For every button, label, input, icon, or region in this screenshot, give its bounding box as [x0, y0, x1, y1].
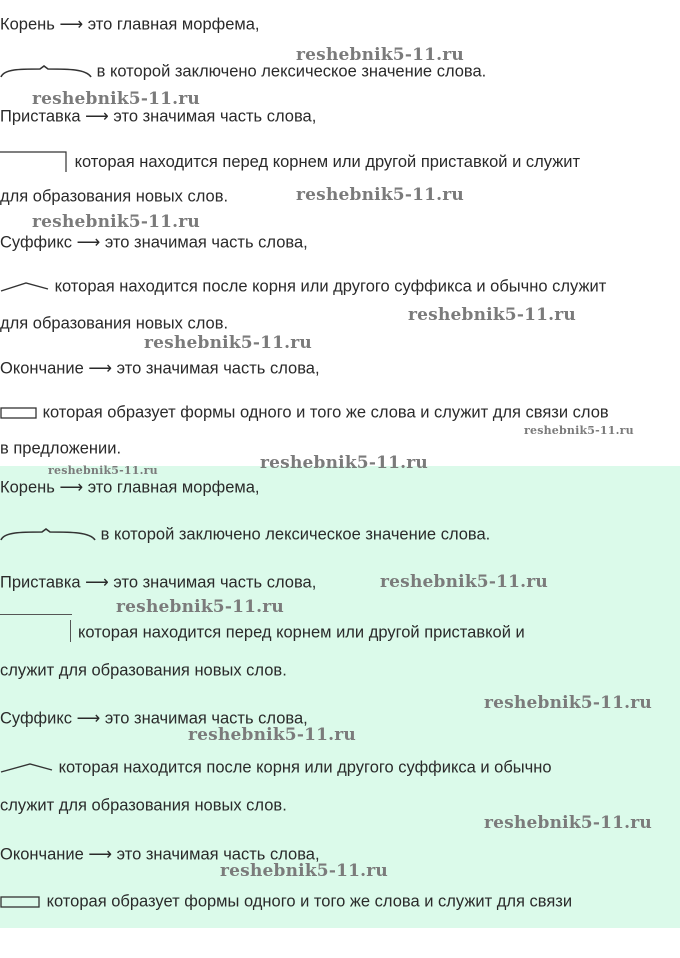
- arrow-right-icon: ⟶: [76, 233, 101, 252]
- prefix-continuation-text-2: служит для образования новых слов.: [0, 661, 287, 680]
- watermark: reshebnik5-11.ru: [296, 45, 464, 65]
- suffix-continuation-text: которая находится после корня или другого суффикса и обычно служит: [54, 277, 607, 296]
- watermark: reshebnik5-11.ru: [32, 212, 200, 232]
- prefix-corner-icon: [0, 150, 70, 174]
- top-prefix-continuation-2: [0, 186, 228, 207]
- watermark: reshebnik5-11.ru: [296, 185, 464, 205]
- arrow-right-icon: ⟶: [59, 478, 84, 497]
- watermark: reshebnik5-11.ru: [260, 453, 428, 473]
- suffix-term: Суффикс: [0, 709, 73, 728]
- watermark: reshebnik5-11.ru: [484, 693, 652, 713]
- arrow-right-icon: ⟶: [85, 107, 109, 126]
- ending-term: Окончание: [0, 359, 84, 378]
- root-definition-text: это главная морфема,: [87, 15, 260, 34]
- watermark: reshebnik5-11.ru: [408, 305, 576, 325]
- arrow-right-icon: ⟶: [85, 573, 109, 592]
- top-prefix-continuation: [0, 150, 580, 174]
- top-ending-continuation: [0, 402, 609, 423]
- root-arc-icon: [0, 528, 96, 542]
- suffix-definition-text: это значимая часть слова,: [104, 709, 308, 728]
- watermark: reshebnik5-11.ru: [524, 424, 634, 437]
- prefix-continuation-text-2: для образования новых слов.: [0, 187, 229, 206]
- watermark: reshebnik5-11.ru: [48, 464, 158, 477]
- prefix-continuation-text: которая находится перед корнем или другой приставкой и служит: [74, 153, 581, 171]
- watermark: reshebnik5-11.ru: [32, 89, 200, 109]
- bottom-suffix-continuation: [0, 757, 552, 778]
- top-prefix-definition: [0, 106, 316, 127]
- prefix-corner-icon: [70, 620, 71, 642]
- bottom-prefix-continuation-2: [0, 660, 287, 681]
- top-ending-continuation-2: [0, 438, 121, 459]
- root-arc-icon: [0, 65, 92, 79]
- ending-continuation-text: которая образует формы одного и того же слова и служит для связи слов: [42, 403, 609, 422]
- bottom-ending-continuation: [0, 891, 572, 912]
- prefix-corner-icon-top: [0, 614, 72, 615]
- bottom-prefix-continuation: [78, 622, 525, 643]
- top-suffix-continuation: [0, 276, 606, 297]
- suffix-roof-icon: [0, 762, 54, 774]
- prefix-definition-text: это значимая часть слова,: [113, 107, 317, 126]
- arrow-right-icon: ⟶: [88, 845, 113, 864]
- root-term: Корень: [0, 15, 55, 34]
- root-term: Корень: [0, 478, 55, 497]
- watermark: reshebnik5-11.ru: [380, 572, 548, 592]
- top-suffix-continuation-2: [0, 313, 228, 334]
- bottom-root-definition: [0, 477, 259, 498]
- root-definition-text: это главная морфема,: [87, 478, 260, 497]
- watermark: reshebnik5-11.ru: [188, 725, 356, 745]
- watermark: reshebnik5-11.ru: [144, 333, 312, 353]
- root-continuation-text: в которой заключено лексическое значение слова.: [100, 525, 491, 544]
- suffix-continuation-text-2: служит для образования новых слов.: [0, 796, 287, 815]
- ending-definition-text: это значимая часть слова,: [116, 845, 320, 864]
- top-suffix-definition: [0, 232, 308, 253]
- ending-term: Окончание: [0, 845, 84, 864]
- top-root-definition: [0, 14, 259, 35]
- prefix-definition-text: это значимая часть слова,: [113, 573, 317, 592]
- suffix-term: Суффикс: [0, 233, 73, 252]
- arrow-right-icon: ⟶: [59, 15, 84, 34]
- ending-box-icon: [0, 406, 38, 420]
- arrow-right-icon: ⟶: [76, 709, 101, 728]
- watermark: reshebnik5-11.ru: [220, 861, 388, 881]
- prefix-term: Приставка: [0, 107, 81, 126]
- ending-box-icon: [0, 895, 42, 909]
- top-ending-definition: [0, 358, 320, 379]
- suffix-definition-text: это значимая часть слова,: [104, 233, 308, 252]
- bottom-root-continuation: [0, 524, 490, 545]
- watermark: reshebnik5-11.ru: [484, 813, 652, 833]
- ending-definition-text: это значимая часть слова,: [116, 359, 320, 378]
- suffix-roof-icon: [0, 281, 50, 293]
- prefix-continuation-text: которая находится перед корнем или другой приставкой и: [78, 623, 525, 642]
- ending-continuation-text: которая образует формы одного и того же слова и служит для связи: [46, 892, 573, 911]
- ending-continuation-text-2: в предложении.: [0, 439, 122, 458]
- watermark: reshebnik5-11.ru: [116, 597, 284, 617]
- prefix-term: Приставка: [0, 573, 81, 592]
- suffix-continuation-text: которая находится после корня или другого суффикса и обычно: [58, 758, 552, 777]
- bottom-suffix-continuation-2: [0, 795, 287, 816]
- root-continuation-text: в которой заключено лексическое значение слова.: [96, 62, 487, 81]
- suffix-continuation-text-2: для образования новых слов.: [0, 314, 229, 333]
- bottom-prefix-definition: [0, 572, 316, 593]
- arrow-right-icon: ⟶: [88, 359, 113, 378]
